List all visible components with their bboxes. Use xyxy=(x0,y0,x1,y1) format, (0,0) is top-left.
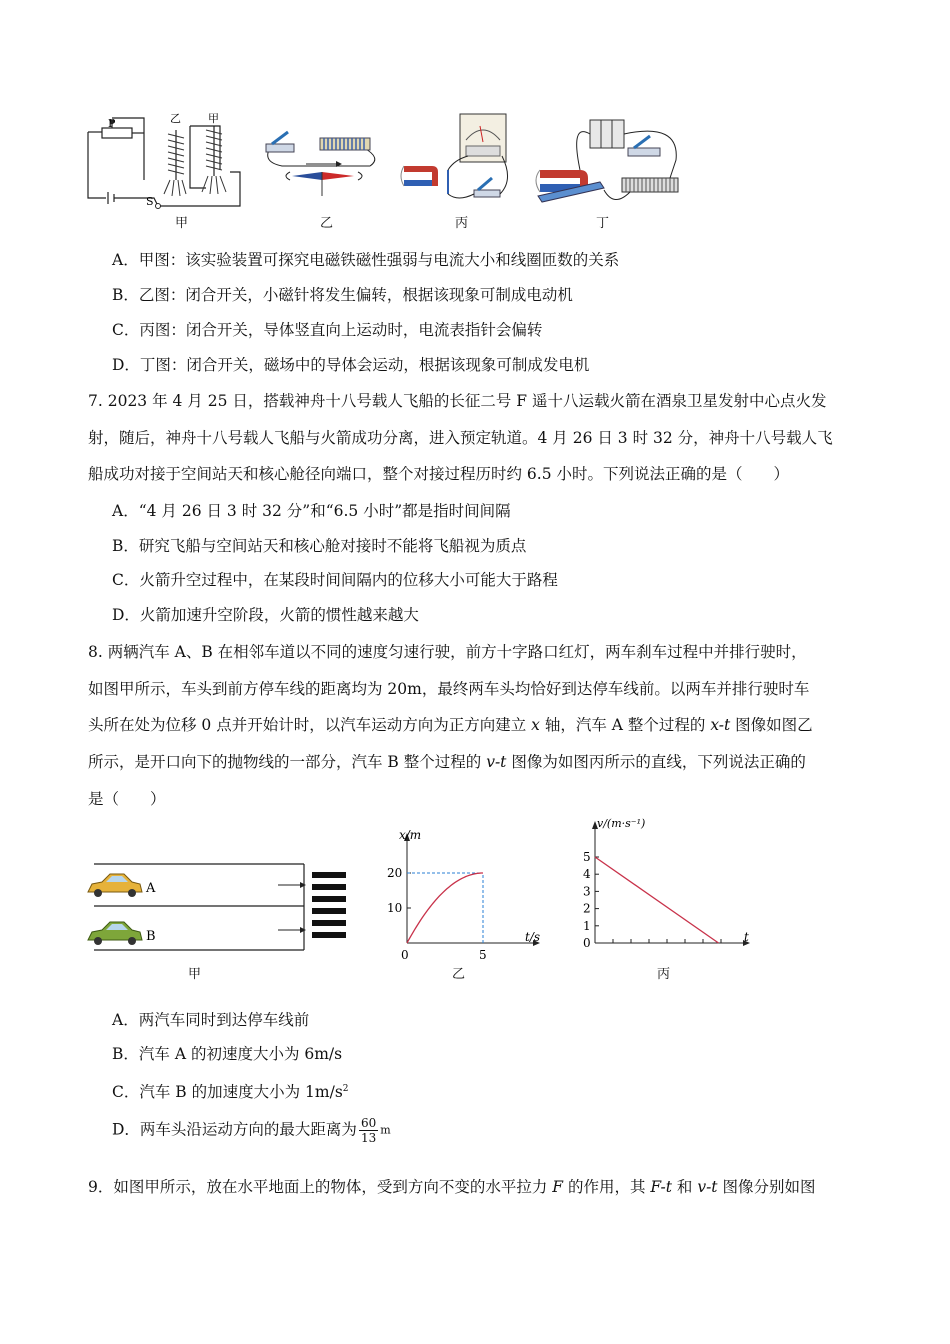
xt-ytick-20: 20 xyxy=(387,866,403,880)
vt-x-minor-ticks xyxy=(613,939,721,943)
q7-stem-line-2: 射，随后，神舟十八号载人飞船与火箭成功分离，进入预定轨道。4 月 26 日 3 时 32 分，神舟十八号载人飞 xyxy=(88,429,833,447)
xt-xtick-5: 5 xyxy=(479,948,487,962)
vt-y-ticks xyxy=(595,857,599,926)
car-b-icon xyxy=(88,922,142,945)
q7-option-d: D．火箭加速升空阶段，火箭的惯性越来越大 xyxy=(112,606,419,624)
q8-figure-jia-road xyxy=(82,858,364,958)
caption-ding: 丁 xyxy=(596,216,610,231)
q9-stem-line-1: 9．如图甲所示，放在水平地面上的物体，受到方向不变的水平拉力 F 的作用，其 F-t 和 v-t 图像分别如图 xyxy=(88,1178,816,1196)
label-p: P xyxy=(108,117,116,130)
q6-option-a: A．甲图：该实验装置可探究电磁铁磁性强弱与电流大小和线圈匝数的关系 xyxy=(112,251,620,269)
xt-curve-series-a xyxy=(407,873,483,943)
caption-jia: 甲 xyxy=(175,216,189,231)
xt-xtick-0: 0 xyxy=(401,948,409,962)
vt-ylabel: v/(m·s⁻¹) xyxy=(597,817,646,830)
car-b-label: B xyxy=(146,929,156,944)
q7-stem-line-3: 船成功对接于空间站天和核心舱径向端口，整个对接过程历时约 6.5 小时。下列说法正确的是（ ） xyxy=(88,465,790,483)
q6-figure-yi xyxy=(262,122,387,202)
q8-stem-line-1: 8. 两辆汽车 A、B 在相邻车道以不同的速度匀速行驶，前方十字路口红灯，两车刹车过程中并排行驶时， xyxy=(88,643,807,661)
q8-chart-xt xyxy=(375,825,555,965)
q8-stem-line-2: 如图甲所示，车头到前方停车线的距离均为 20m，最终两车头均恰好到达停车线前。以两车并排行驶时车 xyxy=(88,680,810,698)
xt-ytick-10: 10 xyxy=(387,901,403,915)
vt-line-series-b xyxy=(595,857,719,943)
q8-option-b: B．汽车 A 的初速度大小为 6m/s xyxy=(112,1045,343,1063)
vt-ytick-2: 2 xyxy=(583,901,591,916)
q6-figure-bing xyxy=(398,110,518,210)
vt-ytick-0: 0 xyxy=(583,936,591,950)
label-yi: 乙 xyxy=(170,112,181,125)
xt-ylabel: x/m xyxy=(399,828,422,842)
car-a-icon xyxy=(88,874,142,897)
q8-caption-bing: 丙 xyxy=(657,967,671,982)
q6-option-d: D．丁图：闭合开关，磁场中的导体会运动，根据该现象可制成发电机 xyxy=(112,356,590,374)
q7-stem-line-1: 7. 2023 年 4 月 25 日，搭载神舟十八号载人飞船的长征二号 F 遥十八运载火箭在酒泉卫星发射中心点火发 xyxy=(88,392,827,410)
q7-option-b: B．研究飞船与空间站天和核心舱对接时不能将飞船视为质点 xyxy=(112,537,527,555)
caption-bing: 丙 xyxy=(455,216,469,231)
q8-stem-line-4: 所示，是开口向下的抛物线的一部分，汽车 B 整个过程的 v-t 图像为如图丙所示的直线，下列说法正确的 xyxy=(88,753,806,771)
caption-yi: 乙 xyxy=(320,216,334,231)
q8-caption-jia: 甲 xyxy=(188,967,202,982)
q8-stem-line-3: 头所在处为位移 0 点并开始计时，以汽车运动方向为正方向建立 x 轴，汽车 A 整个过程的 x-t 图像如图乙 xyxy=(88,716,813,734)
q8-option-d: D．两车头沿运动方向的最大距离为 $\frac{60}{13}$ m xyxy=(112,1116,391,1145)
vt-ytick-4: 4 xyxy=(583,867,591,882)
q6-figure-jia xyxy=(80,110,245,220)
q8-option-a: A．两汽车同时到达停车线前 xyxy=(112,1011,310,1029)
vt-ytick-5: 5 xyxy=(583,850,591,864)
q6-option-b: B．乙图：闭合开关，小磁针将发生偏转，根据该现象可制成电动机 xyxy=(112,286,573,304)
q7-option-c: C．火箭升空过程中，在某段时间间隔内的位移大小可能大于路程 xyxy=(112,571,558,589)
q8-caption-yi: 乙 xyxy=(452,967,466,982)
q6-figure-ding xyxy=(530,112,690,217)
q8-chart-vt xyxy=(575,815,760,960)
fraction: $\frac{60}{13}$ xyxy=(360,1116,377,1145)
car-a-label: A xyxy=(146,881,156,896)
vt-ytick-3: 3 xyxy=(583,884,591,899)
vt-ytick-1: 1 xyxy=(583,918,591,933)
q8-stem-line-5: 是（ ） xyxy=(88,790,166,808)
label-s: S xyxy=(146,195,154,208)
q8-option-c: C．汽车 B 的加速度大小为 $1m/s^2$ xyxy=(112,1083,349,1102)
vt-xlabel: t xyxy=(744,930,749,944)
label-jia: 甲 xyxy=(208,112,219,125)
q7-option-a: A．“4 月 26 日 3 时 32 分”和“6.5 小时”都是指时间间隔 xyxy=(112,502,511,520)
q6-option-c: C．丙图：闭合开关，导体竖直向上运动时，电流表指针会偏转 xyxy=(112,321,543,339)
xt-xlabel: t/s xyxy=(525,930,541,944)
